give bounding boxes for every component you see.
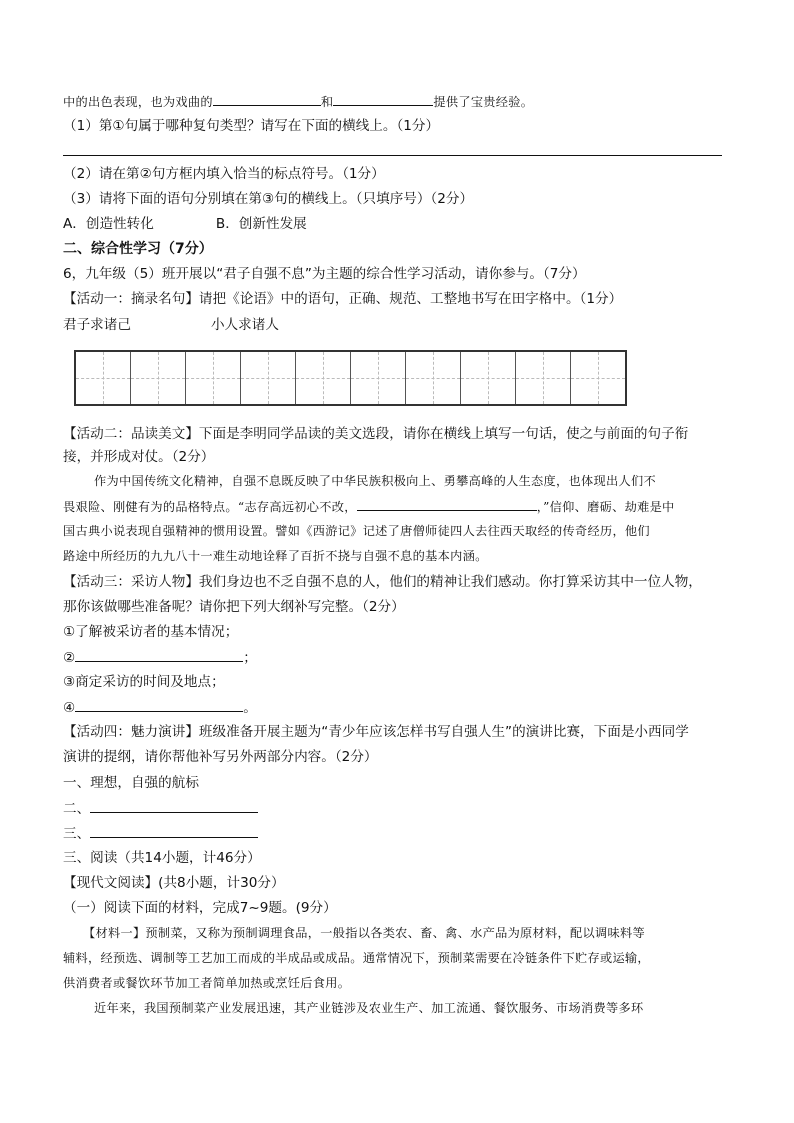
speech-part-3: [63, 823, 258, 844]
item-end: 。: [243, 700, 257, 716]
text-fragment: 畏艰险、刚健有为的品格特点。“志存高远初心不改，: [63, 500, 357, 514]
section-3-subtitle: 【现代文阅读】(共8小题，计30分）: [63, 875, 285, 891]
question-2: （2）请在第②句方框内填入恰当的标点符号。（1分）: [63, 166, 385, 182]
activity-4-line1: 【活动四：魅力演讲】班级准备开展主题为“青少年应该怎样书写自强人生”的演讲比赛，下面是小西同学: [63, 724, 689, 740]
material-line: 辅料，经预选、调制等工艺加工而成的半成品或成品。通常情况下，预制菜需要在冷链条件下贮存或运输，: [63, 951, 650, 965]
activity-4-line2: 演讲的提纲，请你帮他补写另外两部分内容。（2分）: [63, 749, 378, 765]
activity-3-line1: 【活动三：采访人物】我们身边也不乏自强不息的人，他们的精神让我们感动。你打算采访其中一位人物，: [63, 574, 702, 590]
blank-line[interactable]: [90, 798, 258, 813]
section-2-title: 二、综合性学习（7分）: [63, 241, 213, 257]
question-3: （3）请将下面的语句分别填在第③句的横线上。（只填序号）（2分）: [63, 191, 474, 207]
text-fragment: 和: [320, 95, 334, 109]
text-fragment: 中的出色表现，也为戏曲的: [63, 95, 213, 109]
question-1: （1）第①句属于哪种复句类型？请写在下面的横线上。（1分）: [63, 118, 440, 134]
outline-item-3: ③商定采访的时间及地点；: [63, 674, 225, 690]
speech-part-2: [63, 798, 258, 819]
material-line: 近年来，我国预制菜产业发展迅速，其产业链涉及农业生产、加工流通、餐饮服务、市场消费等多环: [94, 1001, 644, 1015]
outline-item-2: [63, 647, 257, 668]
line-continuation: [63, 91, 533, 112]
grid-cell[interactable]: [76, 352, 131, 404]
quote-a: 君子求诸己: [63, 317, 131, 333]
text-fragment: ，”信仰、磨砺、劫难是中: [536, 500, 675, 514]
speech-part-1: 一、理想，自强的航标: [63, 775, 199, 791]
outline-item-1: ①了解被采访者的基本情况；: [63, 624, 239, 640]
outline-item-4: [63, 697, 257, 718]
blank-line[interactable]: [213, 91, 321, 106]
activity-3-line2: 那你该做哪些准备呢？请你把下列大纲补写完整。（2分）: [63, 599, 405, 615]
grid-cell[interactable]: [406, 352, 461, 404]
question-6: 6，九年级（5）班开展以“君子自强不息”为主题的综合性学习活动，请你参与。（7分）: [63, 266, 586, 282]
grid-cell[interactable]: [186, 352, 241, 404]
grid-cell[interactable]: [571, 352, 625, 404]
activity-1: 【活动一：摘录名句】请把《论语》中的语句，正确、规范、工整地书写在田字格中。（1分）: [63, 291, 623, 307]
grid-cell[interactable]: [516, 352, 571, 404]
grid-cell[interactable]: [241, 352, 296, 404]
blank-line[interactable]: [357, 496, 537, 511]
grid-cell[interactable]: [131, 352, 186, 404]
grid-cell[interactable]: [461, 352, 516, 404]
option-b: B．创新性发展: [215, 216, 307, 232]
quote-row: [63, 315, 279, 335]
item-marker: 二、: [63, 801, 91, 817]
options-row: [63, 214, 307, 234]
passage-line: [63, 496, 675, 517]
blank-line[interactable]: [333, 91, 433, 106]
item-marker: ④: [63, 700, 76, 716]
blank-line[interactable]: [75, 647, 243, 662]
grid-cell[interactable]: [351, 352, 406, 404]
activity-2-line2: 接，并形成对仗。（2分）: [63, 449, 215, 465]
text-fragment: 提供了宝贵经验。: [433, 95, 534, 109]
quote-b: 小人求诸人: [210, 317, 279, 333]
material-line: 【材料一】预制菜，又称为预制调理食品，一般指以各类农、畜、禽、水产品为原材料，配以调味料等: [83, 926, 645, 940]
passage-line: 路途中所经历的九九八十一难生动地诠释了百折不挠与自强不息的基本内涵。: [63, 549, 488, 563]
blank-line[interactable]: [75, 697, 243, 712]
material-line: 供消费者或餐饮环节加工者简单加热或烹饪后食用。: [63, 976, 351, 990]
section-3-title: 三、阅读（共14小题，计46分）: [63, 850, 261, 866]
item-marker: ②: [63, 650, 76, 666]
answer-line[interactable]: [63, 155, 722, 156]
passage-line: 国古典小说表现自强精神的惯用设置。譬如《西游记》记述了唐僧师徒四人去往西天取经的传奇经历，他们: [63, 524, 650, 538]
writing-grid[interactable]: [74, 350, 627, 406]
blank-line[interactable]: [90, 823, 258, 838]
grid-cell[interactable]: [296, 352, 351, 404]
item-end: ；: [243, 650, 257, 666]
activity-2-line1: 【活动二：品读美文】下面是李明同学品读的美文选段，请你在横线上填写一句话，使之与前面的句子衔: [63, 426, 689, 442]
option-a: A．创造性转化: [63, 216, 154, 232]
part-1-heading: （一）阅读下面的材料，完成7~9题。(9分）: [63, 900, 337, 916]
passage-line: 作为中国传统文化精神，自强不息既反映了中华民族积极向上、勇攀高峰的人生态度，也体现出人们不: [94, 474, 656, 488]
item-marker: 三、: [63, 826, 91, 842]
